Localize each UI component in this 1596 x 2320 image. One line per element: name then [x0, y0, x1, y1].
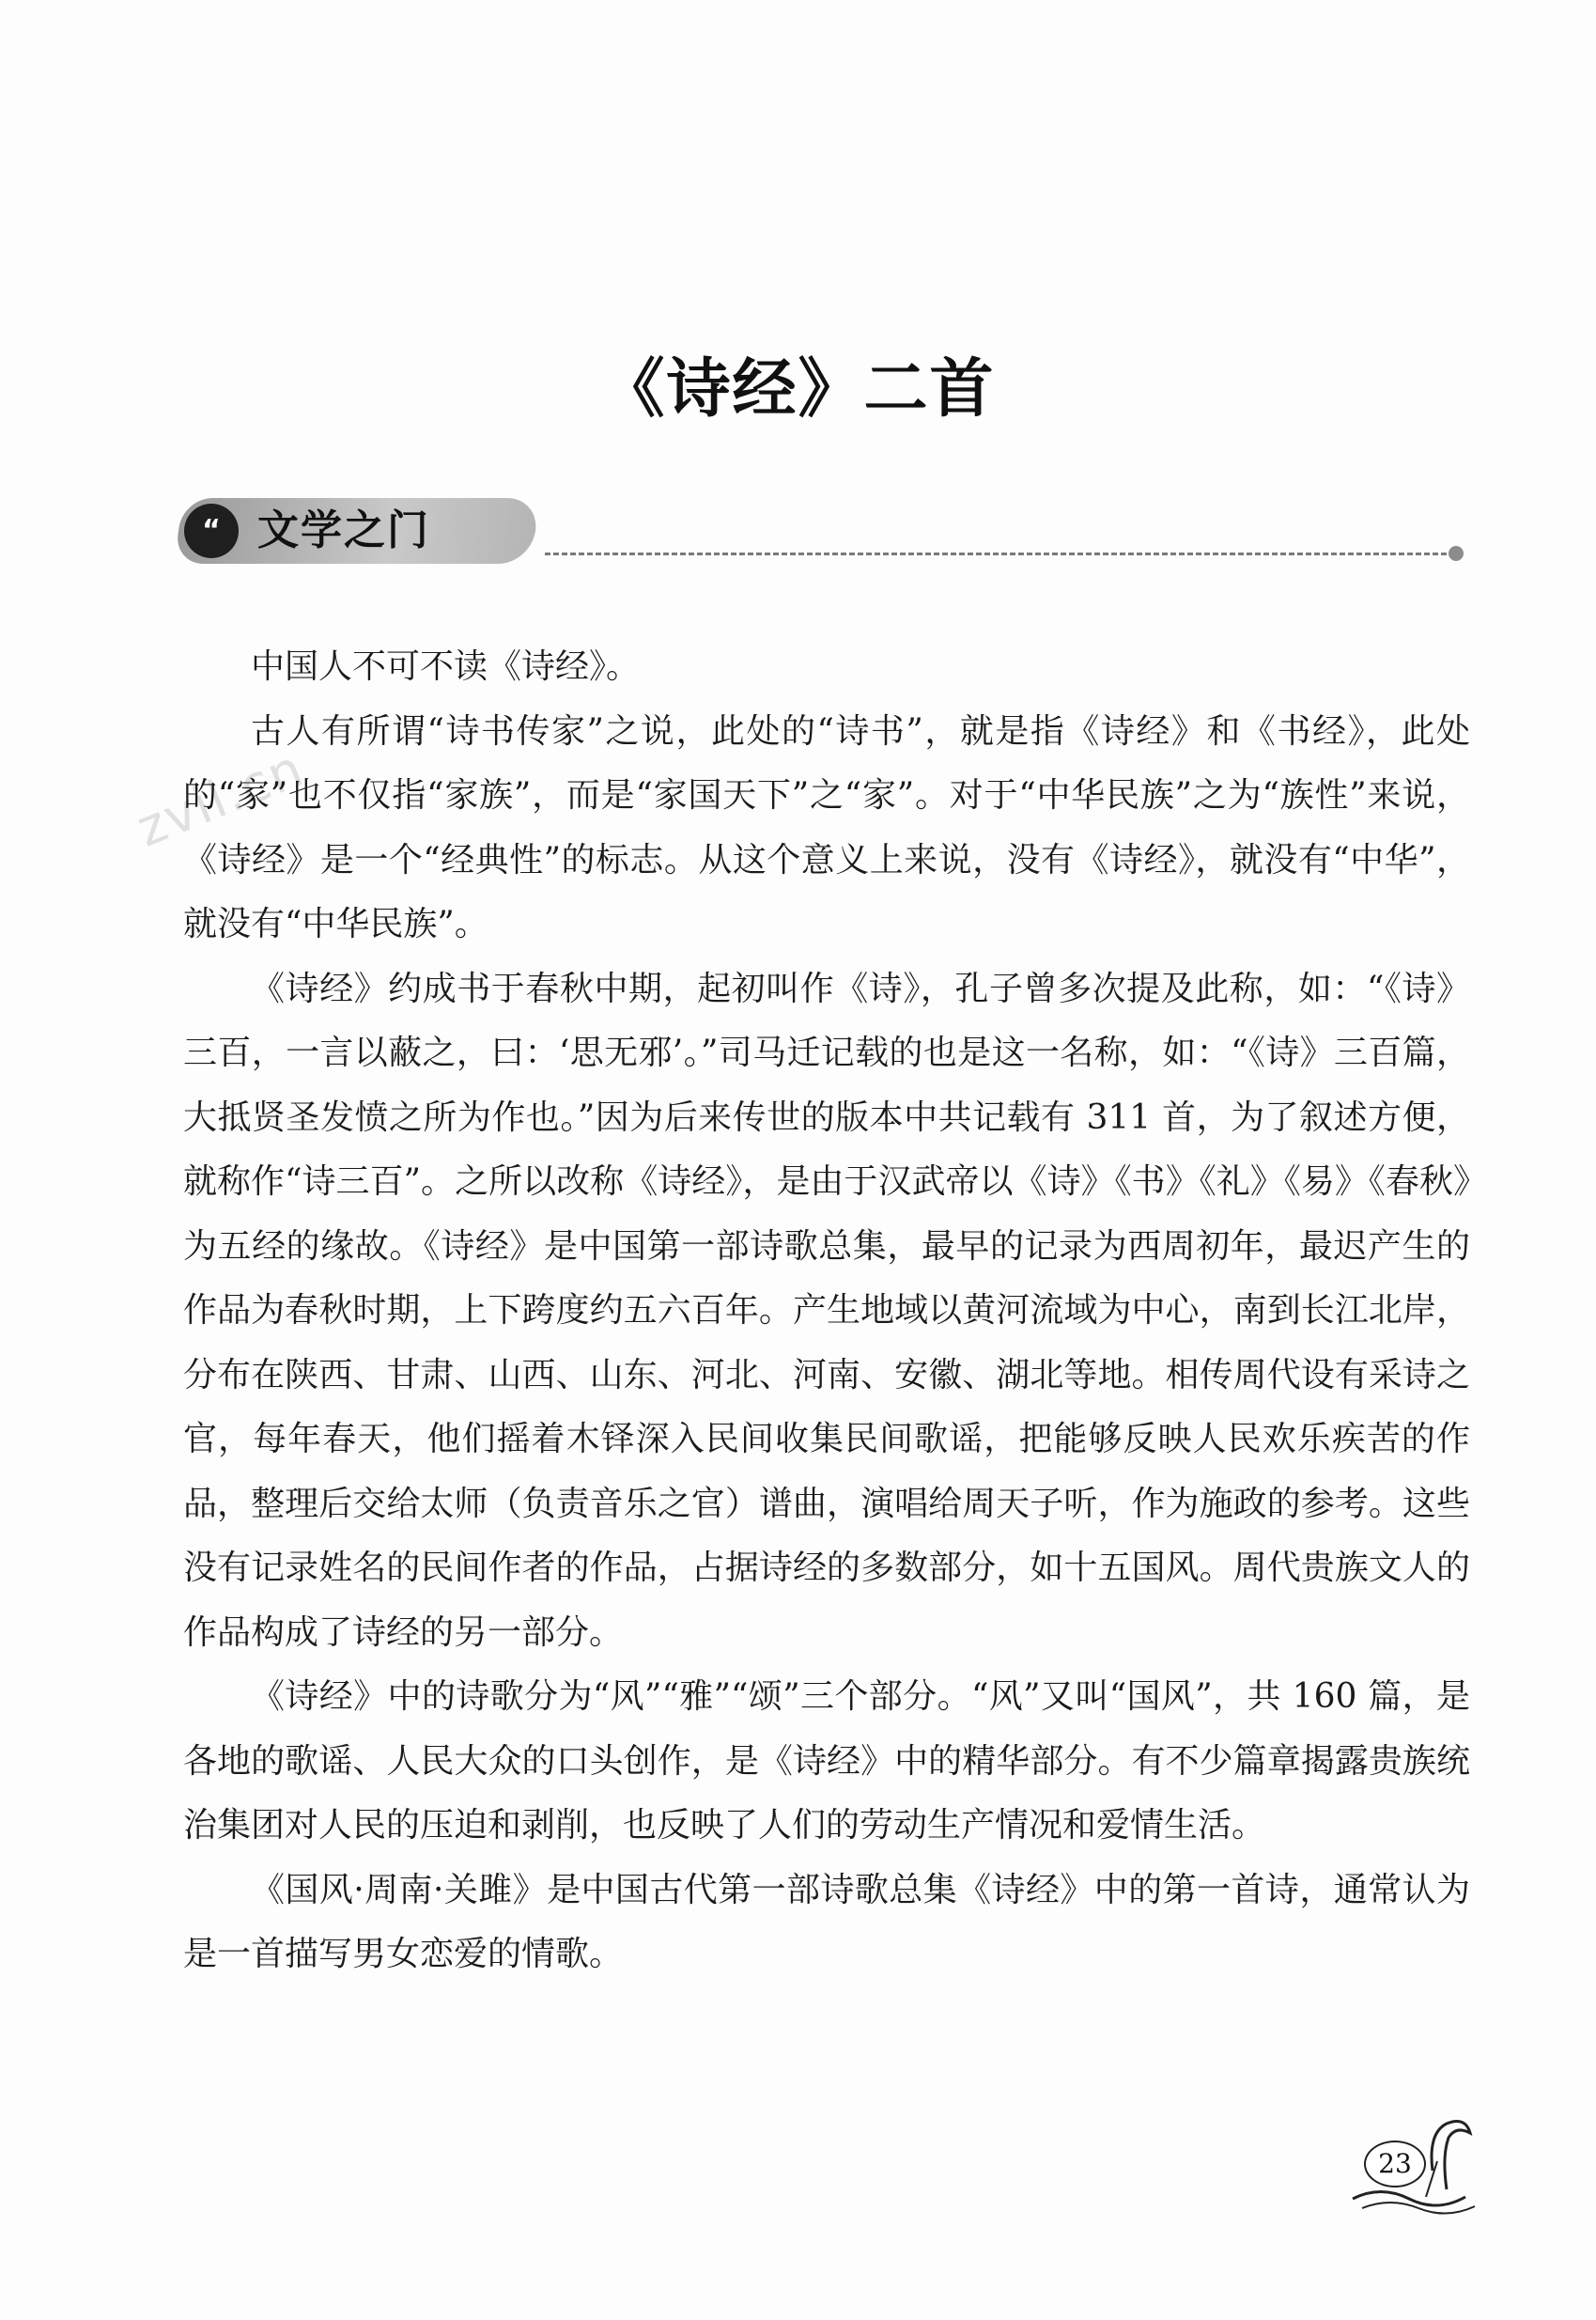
section-label: 文学之门: [257, 506, 430, 554]
paragraph: 中国人不可不读《诗经》。: [251, 647, 641, 686]
quote-icon: “: [184, 504, 239, 558]
section-end-dot: [1449, 546, 1464, 561]
watermark: zvil.cn: [128, 738, 313, 859]
page-number-ornament: [1343, 2105, 1484, 2218]
page-title: 《诗经》二首: [600, 352, 996, 427]
page-number: 23: [1364, 2141, 1426, 2188]
body-text: [183, 635, 1470, 1987]
section-header: [178, 498, 1475, 564]
paragraph: 《诗经》中的诗歌分为“风”“雅”“颂”三个部分。“风”又叫“国风”，共 160 篇，是各地的歌谣、人民大众的口头创作，是《诗经》中的精华部分。有不少篇章揭露贵族统治集团对人民的压迫和剥削，也反映了人们的劳动生产情况和爱情生活。: [183, 1677, 1470, 1845]
section-dashed-rule: [545, 553, 1447, 555]
paragraph: 《国风·周南·关雎》是中国古代第一部诗歌总集《诗经》中的第一首诗，通常认为是一首描写男女恋爱的情歌。: [183, 1870, 1470, 1973]
paragraph: 古人有所谓“诗书传家”之说，此处的“诗书”，就是指《诗经》和《书经》，此处的“家”也不仅指“家族”，而是“家国天下”之“家”。对于“中华民族”之为“族性”来说，《诗经》是一个“经典性”的标志。从这个意义上来说，没有《诗经》，就没有“中华”，就没有“中华民族”。: [183, 711, 1470, 943]
paragraph: 《诗经》约成书于春秋中期，起初叫作《诗》，孔子曾多次提及此称，如：“《诗》三百，一言以蔽之，曰：‘思无邪’。”司马迁记载的也是这一名称，如：“《诗》三百篇，大抵贤圣发愤之所为作也。”因为后来传世的版本中共记载有 311 首，为了叙述方便，就称作“诗三百”。之所以改称《诗经》，是由于汉武帝以《诗》《书》《礼》《易》《春秋》为五经的缘故。《诗经》是中国第一部诗歌总集，最早的记录为西周初年，最迟产生的作品为春秋时期，上下跨度约五六百年。产生地域以黄河流域为中心，南到长江北岸，分布在陕西、甘肃、山西、山东、河北、河南、安徽、湖北等地。相传周代设有采诗之官，每年春天，他们摇着木铎深入民间收集民间歌谣，把能够反映人民欢乐疾苦的作品，整理后交给太师（负责音乐之官）谱曲，演唱给周天子听，作为施政的参考。这些没有记录姓名的民间作者的作品，占据诗经的多数部分，如十五国风。周代贵族文人的作品构成了诗经的另一部分。: [183, 969, 1470, 1652]
